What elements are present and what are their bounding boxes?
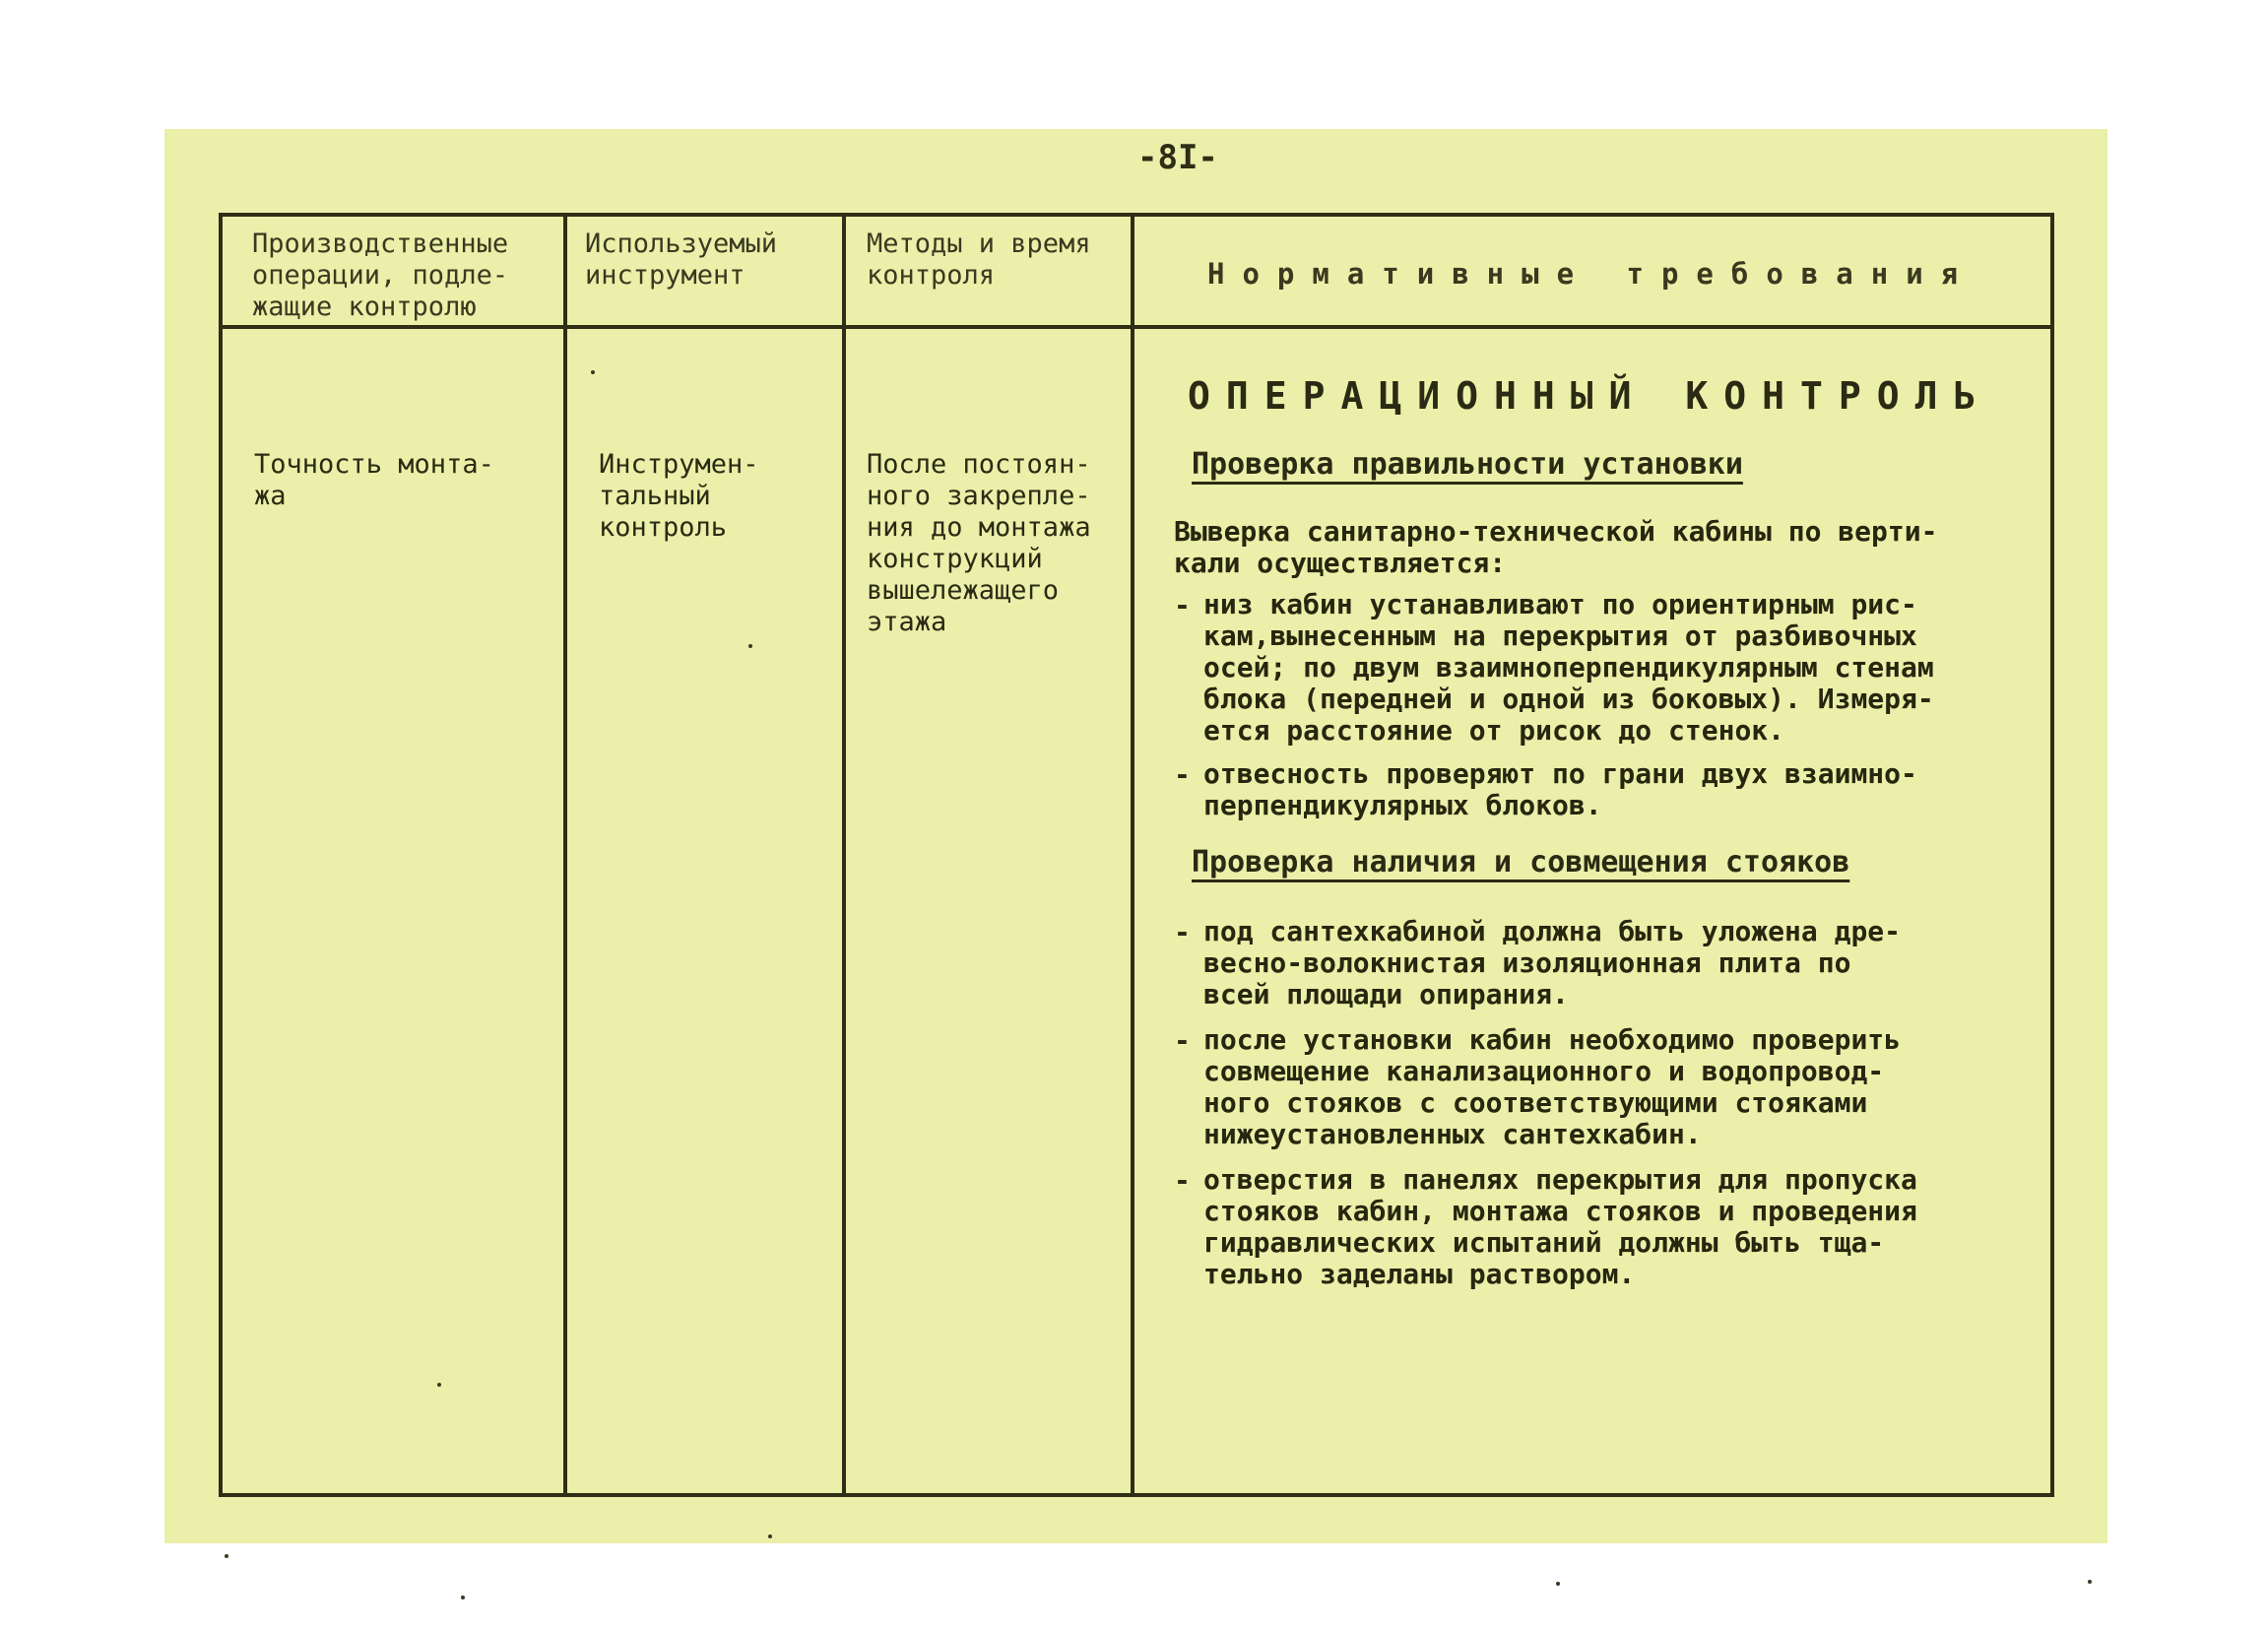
scan-speck xyxy=(461,1596,465,1599)
requirement-item: отверстия в панелях перекрытия для пропуска стояков кабин, монтажа стояков и проведения гидравлических испытаний должны быть тща- тельно заделаны раствором. xyxy=(1203,1163,1917,1290)
bullet-dash: - xyxy=(1174,916,1191,948)
requirement-item: после установки кабин необходимо проверить совмещение канализационного и водопровод- ного стояков с соответствующими стояками нижеустановленных сантехкабин. xyxy=(1203,1023,1902,1150)
page-number: -8I- xyxy=(1137,138,1218,177)
bullet-dash: - xyxy=(1174,1024,1191,1057)
section-heading: Проверка правильности установки xyxy=(1192,447,1743,482)
operational-control-title: ОПЕРАЦИОННЫЙ КОНТРОЛЬ xyxy=(1188,374,1992,418)
requirement-item: низ кабин устанавливают по ориентирным рис- кам,вынесенным на перекрытия от разбивочных осей; по двум взаимноперпендикулярным стенам блока (передней и одной из боковых). Измеря- ется расстояние от рисок до стенок. xyxy=(1203,588,1934,747)
bullet-dash: - xyxy=(1174,589,1191,621)
header-methods: Методы и время контроля xyxy=(867,228,1091,291)
bullet-dash: - xyxy=(1174,758,1191,791)
requirements-table xyxy=(219,213,2054,1497)
row-operation: Точность монта- жа xyxy=(254,449,494,511)
requirement-item: под сантехкабиной должна быть уложена дре- весно-волокнистая изоляционная плита по всей площади опирания. xyxy=(1203,915,1902,1010)
scan-speck xyxy=(2088,1580,2092,1584)
header-instrument: Используемый инструмент xyxy=(585,228,778,291)
requirement-item: отвесность проверяют по грани двух взаимно- перпендикулярных блоков. xyxy=(1203,757,1917,821)
scan-speck xyxy=(225,1554,228,1558)
column-divider xyxy=(563,217,567,1493)
header-requirements: Нормативные требования xyxy=(1207,257,1976,291)
scan-speck xyxy=(1556,1582,1560,1586)
section-intro: Выверка санитарно-технической кабины по верти- кали осуществляется: xyxy=(1174,515,1938,579)
header-operations: Производственные операции, подле- жащие контролю xyxy=(252,228,509,322)
scan-speck xyxy=(768,1534,772,1538)
scan-speck xyxy=(437,1383,441,1387)
bullet-dash: - xyxy=(1174,1164,1191,1197)
section-heading: Проверка наличия и совмещения стояков xyxy=(1192,845,1850,880)
column-divider xyxy=(842,217,846,1493)
header-divider xyxy=(223,325,2050,329)
row-instrument: Инструмен- тальный контроль xyxy=(599,449,759,543)
row-method: После постоян- ного закрепле- ния до монтажа конструкций вышележащего этажа xyxy=(867,449,1091,637)
scan-speck xyxy=(591,370,595,374)
scan-speck xyxy=(748,644,752,648)
column-divider xyxy=(1131,217,1134,1493)
